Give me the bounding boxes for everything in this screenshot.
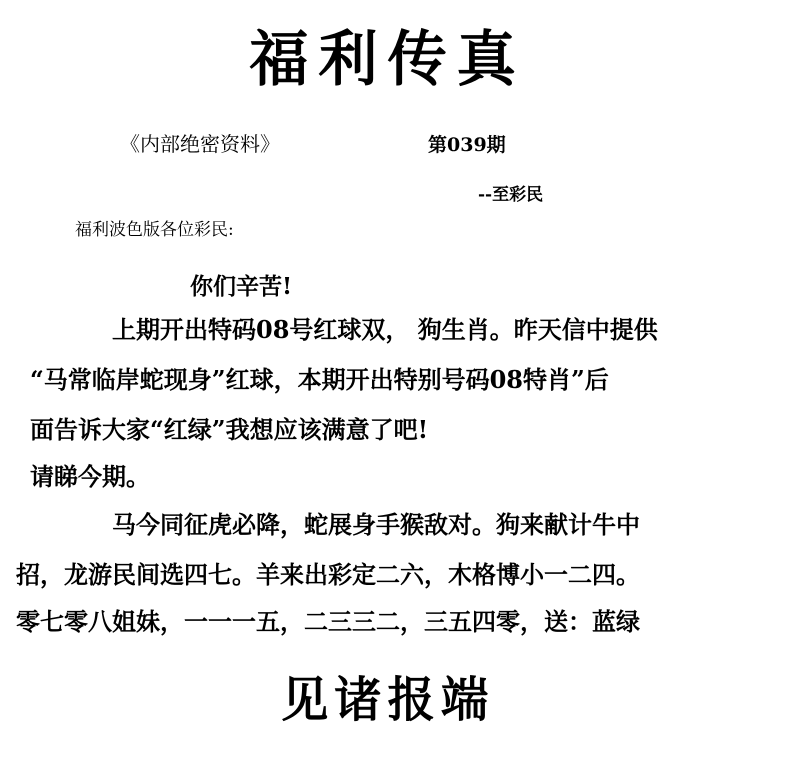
issue-number: 第039期: [428, 134, 506, 156]
page-title: 福利传真: [249, 25, 526, 95]
letter-line-7: 零七零八姐妹，一一一五，二三三二，三五四零，送：蓝绿: [16, 607, 640, 636]
letter-line-3: 面告诉大家“红绿”我想应该满意了吧!: [30, 415, 429, 444]
letter-line-6: 招，龙游民间选四七。羊来出彩定二六，木格博小一二四。: [16, 560, 640, 589]
letter-line-2: “马常临岸蛇现身”红球，本期开出特别号码08特肖”后: [30, 365, 609, 394]
salutation: 福利波色版各位彩民:: [75, 220, 234, 240]
letter-line-5: 马今同征虎必降，蛇展身手猴敌对。狗来献计牛中: [112, 510, 640, 539]
document-subtitle: 《内部绝密资料》: [120, 132, 280, 156]
letter-line-4: 请睇今期。: [30, 462, 150, 491]
footer-slogan: 见诸报端: [280, 672, 495, 728]
letter-line-1: 上期开出特码08号红球双， 狗生肖。昨天信中提供: [112, 315, 658, 344]
greeting: 你们辛苦!: [190, 273, 293, 300]
sender-line: --至彩民: [478, 185, 544, 205]
